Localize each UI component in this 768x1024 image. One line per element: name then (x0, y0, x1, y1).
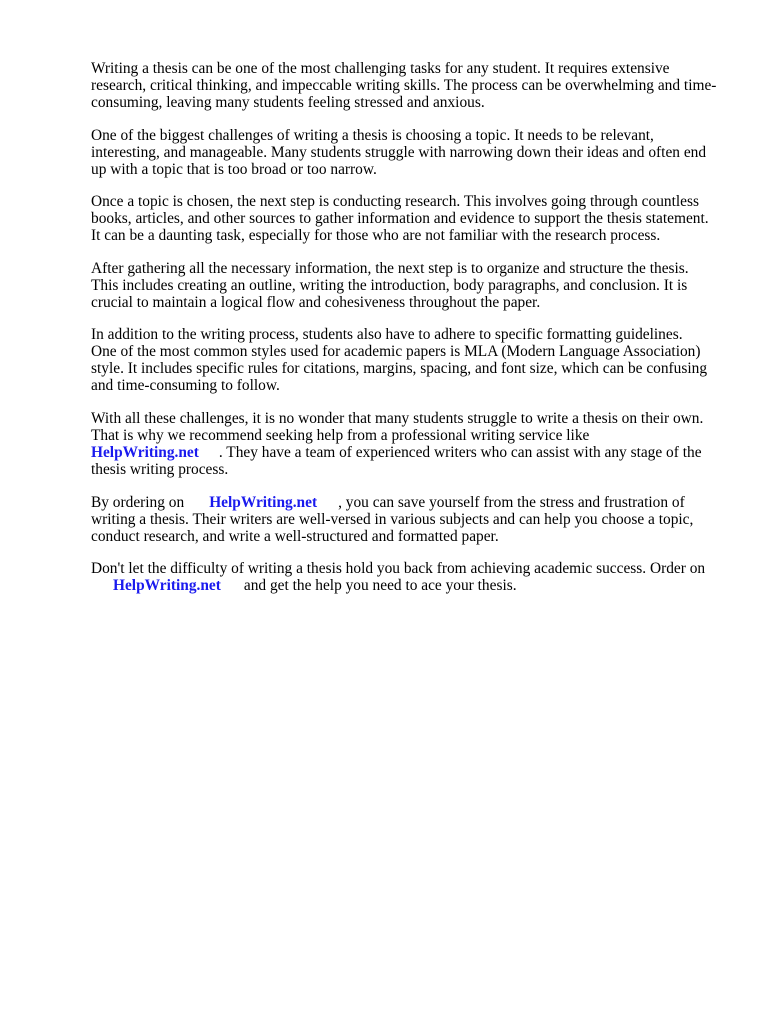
paragraph-line: style. It includes specific rules for citations, margins, spacing, and font size, which can be confusing (91, 360, 708, 378)
paragraph-2 (91, 127, 751, 178)
paragraph-line: With all these challenges, it is no wonder that many students struggle to write a thesis on their own. (91, 409, 704, 427)
paragraph-line: up with a topic that is too broad or too narrow. (91, 160, 377, 178)
paragraph-line: writing a thesis. Their writers are well-versed in various subjects and can help you choose a topic, (91, 510, 694, 528)
paragraph-line (91, 577, 751, 594)
paragraph-4 (91, 260, 751, 311)
paragraph-line: research, critical thinking, and impeccable writing skills. The process can be overwhelming and time- (91, 77, 717, 94)
paragraph-line: Once a topic is chosen, the next step is conducting research. This involves going through countless (91, 193, 699, 211)
paragraph-line: In addition to the writing process, students also have to adhere to specific formatting guidelines. (91, 326, 683, 344)
paragraph-line: Don't let the difficulty of writing a thesis hold you back from achieving academic success. Order on (91, 560, 706, 578)
paragraph-line: interesting, and manageable. Many students struggle with narrowing down their ideas and often end (91, 143, 707, 161)
paragraph-line: and time-consuming to follow. (91, 377, 280, 395)
paragraph-line: crucial to maintain a logical flow and cohesiveness throughout the paper. (91, 293, 541, 311)
document-body (91, 60, 751, 610)
line-text: By ordering on (91, 493, 185, 511)
line-text: , you can save yourself from the stress and frustration of (338, 493, 685, 511)
paragraph-line: That is why we recommend seeking help from a professional writing service like (91, 426, 590, 444)
line-text: and get the help you need to ace your thesis. (243, 577, 517, 595)
paragraph-line: This includes creating an outline, writing the introduction, body paragraphs, and conclusion. It is (91, 276, 688, 294)
paragraph-line: It can be a daunting task, especially for those who are not familiar with the research process. (91, 227, 661, 245)
paragraph-5 (91, 326, 751, 394)
line-text: . They have a team of experienced writers who can assist with any stage of the (218, 443, 702, 461)
helpwriting-link[interactable]: HelpWriting.net (113, 577, 221, 595)
paragraph-line: One of the most common styles used for academic papers is MLA (Modern Language Association) (91, 343, 701, 361)
paragraph-line: Writing a thesis can be one of the most challenging tasks for any student. It requires extensive (91, 60, 670, 77)
paragraph-line: thesis writing process. (91, 460, 229, 478)
paragraph-6 (91, 410, 751, 478)
paragraph-line: consuming, leaving many students feeling stressed and anxious. (91, 94, 485, 111)
paragraph-3 (91, 193, 751, 244)
paragraph-line (91, 444, 751, 461)
paragraph-line: conduct research, and write a well-structured and formatted paper. (91, 527, 499, 545)
paragraph-line: One of the biggest challenges of writing a thesis is choosing a topic. It needs to be relevant, (91, 126, 654, 144)
paragraph-line (91, 494, 751, 511)
paragraph-line: books, articles, and other sources to gather information and evidence to support the thesis statement. (91, 210, 709, 228)
paragraph-line: After gathering all the necessary information, the next step is to organize and structure the thesis. (91, 259, 689, 277)
helpwriting-link[interactable]: HelpWriting.net (91, 443, 199, 461)
helpwriting-link[interactable]: HelpWriting.net (209, 493, 318, 511)
paragraph-1 (91, 60, 751, 111)
paragraph-7 (91, 494, 751, 545)
paragraph-8 (91, 560, 751, 594)
